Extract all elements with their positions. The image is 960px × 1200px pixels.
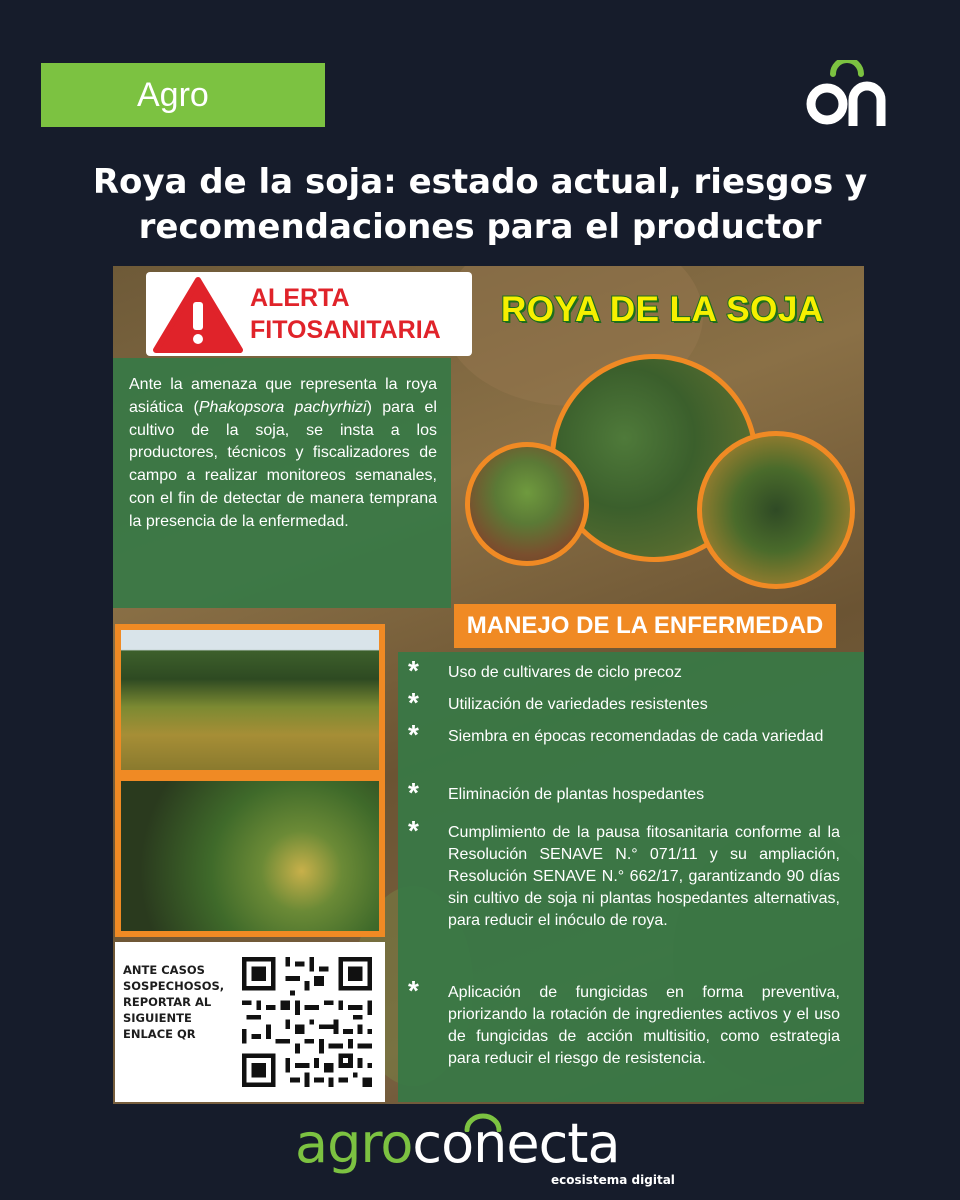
qr-report-card	[115, 942, 385, 1102]
management-item	[408, 655, 840, 686]
headline-line-1: Roya de la soja: estado actual, riesgos y	[92, 162, 868, 202]
intro-text-part-2: ) para el cultivo de la soja, se insta a los productores, técnicos y fiscalizadores de campo a realizar monitoreos semanales, con el fin de detectar de manera temprana la presencia de la enfermedad.	[129, 398, 437, 530]
asterisk-icon: *	[408, 975, 419, 1006]
field-photo	[115, 624, 385, 776]
management-title: MANEJO DE LA ENFERMEDAD	[454, 604, 836, 648]
management-item	[408, 975, 840, 1070]
alert-badge	[146, 272, 472, 356]
agroconecta-logo	[295, 1112, 675, 1198]
brand-part-conecta: conecta	[412, 1112, 620, 1175]
headline-line-2: recomendaciones para el productor	[138, 207, 822, 247]
management-item	[408, 815, 840, 932]
warning-icon	[152, 276, 244, 354]
asterisk-icon: *	[408, 655, 419, 686]
management-item-text: Eliminación de plantas hospedantes	[448, 786, 705, 803]
leaf-photo-seedling	[465, 442, 589, 566]
management-item	[408, 777, 840, 808]
management-item	[408, 687, 840, 718]
asterisk-icon: *	[408, 687, 419, 718]
intro-text	[113, 358, 451, 608]
asterisk-icon: *	[408, 815, 419, 846]
leaf-photo-plant	[697, 431, 855, 589]
alert-label	[250, 282, 470, 346]
management-item-text: Uso de cultivares de ciclo precoz	[448, 664, 682, 681]
disease-title: ROYA DE LA SOJA	[501, 290, 824, 329]
management-item-text: Utilización de variedades resistentes	[448, 696, 708, 713]
brand-wordmark	[295, 1112, 620, 1175]
on-logo	[805, 60, 900, 130]
management-item	[408, 719, 840, 750]
asterisk-icon: *	[408, 777, 419, 808]
qr-instructions: ANTE CASOS SOSPECHOSOS, REPORTAR AL SIGUIENTE ENLACE QR	[123, 963, 225, 1041]
leaf-closeup-photo	[115, 775, 385, 937]
brand-tagline: ecosistema digital	[551, 1173, 675, 1187]
headline	[40, 160, 920, 250]
alert-line-2: FITOSANITARIA	[250, 316, 441, 344]
alert-line-1: ALERTA	[250, 284, 350, 312]
asterisk-icon: *	[408, 719, 419, 750]
intro-species-name: Phakopsora pachyrhizi	[198, 398, 367, 416]
management-list	[398, 652, 864, 1102]
management-item-text: Cumplimiento de la pausa fitosanitaria conforme al la Resolución SENAVE N.° 071/11 y su ampliación, Resolución SENAVE N.° 662/17, garantizando 90 días sin cultivo de soja ni plantas hospedantes alternativas, para reducir el inóculo de roya.	[448, 824, 840, 929]
info-poster	[113, 266, 864, 1104]
management-item-text: Aplicación de fungicidas en forma preventiva, priorizando la rotación de ingredientes activos y el uso de fungicidas de acción multisitio, como estrategia para reducir el riesgo de resistencia.	[448, 984, 840, 1067]
category-tag[interactable]: Agro	[41, 63, 325, 127]
qr-code-icon[interactable]	[237, 952, 377, 1092]
brand-part-agro: agro	[295, 1112, 413, 1175]
management-item-text: Siembra en épocas recomendadas de cada variedad	[448, 728, 824, 745]
intro-text-part-1: Ante la amenaza que representa la roya asiática (	[129, 376, 437, 416]
